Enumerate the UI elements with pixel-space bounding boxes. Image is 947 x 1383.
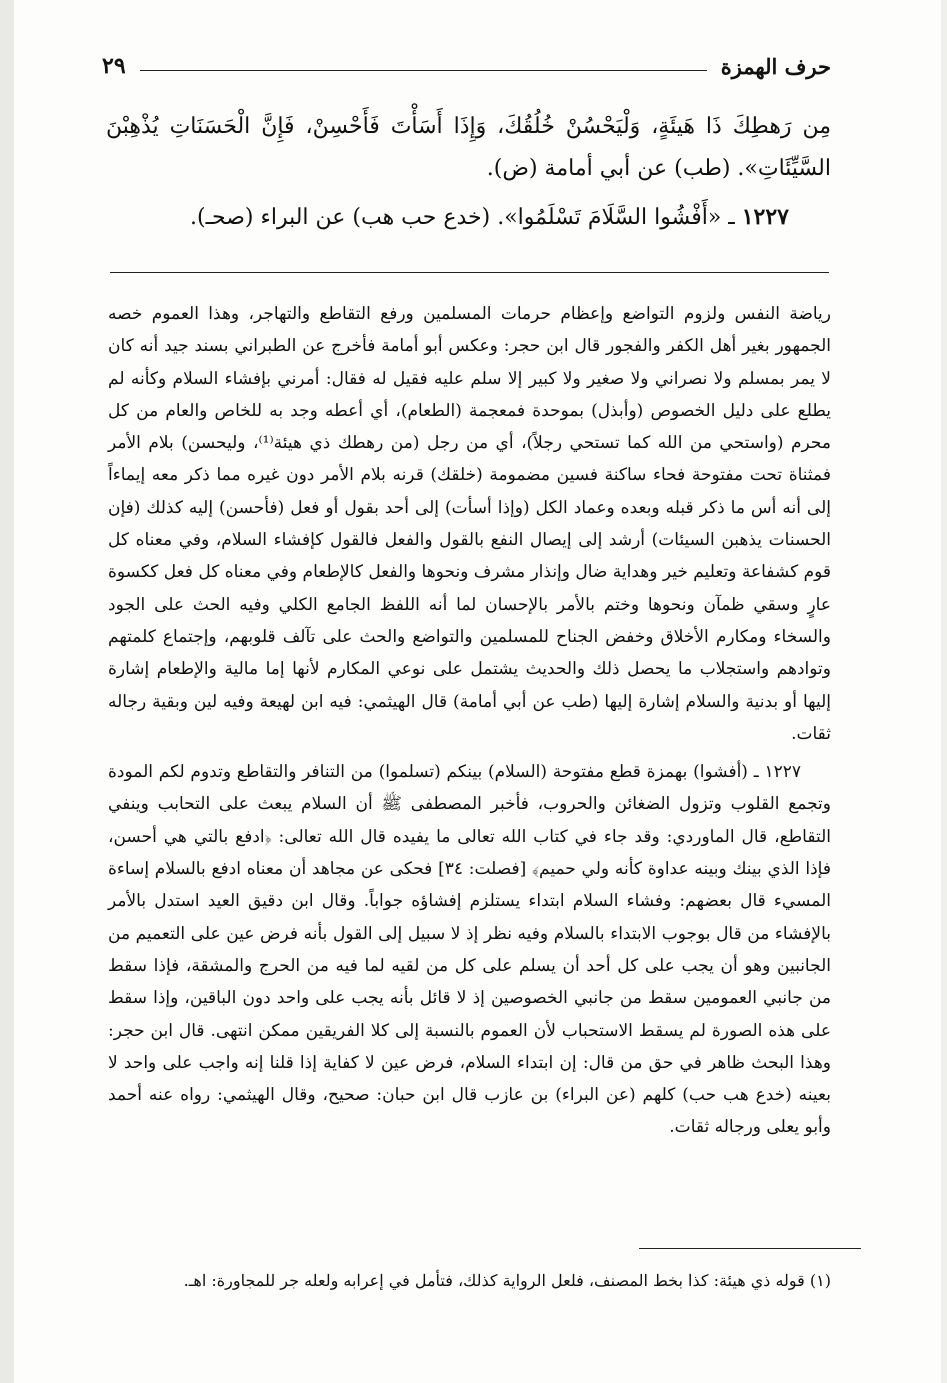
header-rule bbox=[140, 70, 707, 71]
footnote-divider bbox=[639, 1248, 861, 1249]
hadith-text-block bbox=[106, 106, 831, 239]
hadith-number: ١٢٢٧ bbox=[741, 204, 789, 230]
commentary-block bbox=[108, 298, 831, 1144]
page-number: ٢٩ bbox=[102, 53, 126, 79]
footnote: (١) قوله ذي هيئة: كذا بخط المصنف، فلعل الرواية كذلك، فتأمل في إعرابه ولعله جر للمجاورة: اهـ. bbox=[183, 1271, 831, 1290]
hadith-text-1: مِن رَهطِكَ ذَا هَيئَةٍ، وَلْيَحْسُنْ خُلُقُكَ، وَإِذَا أَسَأْتَ فَأَحْسِنْ، فَإِنَّ الْحَسَنَاتِ يُذْهِبْنَ السَّيِّئَاتِ». (طب) عن أبي أمامة (ض). bbox=[106, 114, 831, 181]
chapter-title: حرف الهمزة bbox=[720, 53, 831, 79]
commentary-paragraph-1: رياضة النفس ولزوم التواضع وإعظام حرمات المسلمين ورفع التقاطع والتهاجر، وهذا العموم خصه الجمهور بغير أهل الكفر والفجور قال ابن حجر: وعكس أبو أمامة فأخرج عن الطبراني بسند جيد أنه كان لا يمر بمسلم ولا نصراني ولا صغير ولا كبير إلا سلم عليه فقيل له فقال: أمرني بإفشاء السلام وكأنه لم يطلع على دليل الخصوص (وأبذل) بموحدة فمعجمة (الطعام)، أي أعطه وجد به للخاص والعام من كل محرم (واستحي من الله كما تستحي رجلاً)، أي من رجل (من رهطك ذي هيئة⁽¹⁾، وليحسن) بلام الأمر فمثناة تحت مفتوحة فحاء ساكنة فسين مضمومة (خلقك) قرنه بلام الأمر دون غيره مما ذكر معه إيماءاً إلى أنه أس ما ذكر قبله وبعده وعماد الكل (وإذا أسأت) إلى أحد بقول أو فعل (فأحسن) إليه كذلك (فإن الحسنات يذهبن السيئات) أرشد إلى إيصال النفع بالقول والفعل فالقول كإفشاء السلام، وفي معناه كل قوم كشفاعة وتعليم خير وهداية ضال وإنذار مشرف ونحوها والفعل كالإطعام وفي معناه كل فعل ككسوة عارٍ وسقي ظمآن ونحوها وختم بالأمر بالإحسان لما أنه اللفظ الجامع الكلي وفيه الحث على الجود والسخاء ومكارم الأخلاق وخفض الجناح للمسلمين والتواضع والحث على تآلف قلوبهم، وإجتماع كلمتهم وتوادهم واستجلاب ما يحصل ذلك والحديث يشتمل على نوعي المكارم لأنها إما مالية والإطعام إشارة إليها أو بدنية والسلام إشارة إليها (طب عن أبي أمامة) قال الهيثمي: فيه ابن لهيعة وفيه لين وبقية رجاله ثقات. bbox=[107, 304, 831, 744]
hadith-entry-1227 bbox=[106, 196, 831, 239]
commentary-paragraph-2: ١٢٢٧ ـ (أفشوا) بهمزة قطع مفتوحة (السلام) بينكم (تسلموا) من التنافر والتقاطع وتدوم لكم المودة وتجمع القلوب وتزول الضغائن والحروب، فأخبر المصطفى ﷺ أن السلام يبعث على التحابب وينفي التقاطع، قال الماوردي: وقد جاء في كتاب الله تعالى ما يفيده قال الله تعالى: ﴿ادفع بالتي هي أحسن، فإذا الذي بينك وبينه عداوة كأنه ولي حميم﴾ [فصلت: ٣٤] فحكى عن مجاهد أن معناه ادفع بالسلام إساءة المسيء قال بعضهم: وفشاء السلام ابتداء يستلزم إفشاؤه جواباً. وقال ابن دقيق العيد استدل بالأمر بالإفشاء من قال بوجوب الابتداء بالسلام وفيه نظر إذ لا سبيل إلى القول بأنه فرض عين على التعميم من الجانبين وهو أن يجب على كل أحد أن يسلم على كل من لقيه لما فيه من الحرج والمشقة، فإذا سقط من جانبي العمومين سقط من جانبي الخصوصين إذ لا قائل بأنه يجب على واحد دون الباقين، وإذا سقط على هذه الصورة لم يسقط الاستحباب لأن العموم بالنسبة إلى كلا الفريقين ممكن انتهى. قال ابن حجر: وهذا البحث ظاهر في حق من قال: إن ابتداء السلام، فرض عين لا كفاية إذا قلنا إنه واجب على واحد لا بعينه (خدع هب حب) كلهم (عن البراء) بن عازب قال ابن حبان: صحيح، وقال الهيثمي: رواه عنه أحمد وأبو يعلى ورجاله ثقات. bbox=[108, 762, 831, 1138]
page-header bbox=[102, 46, 831, 86]
section-divider bbox=[110, 272, 829, 273]
hadith-text-2: ـ «أَفْشُوا السَّلَامَ تَسْلَمُوا». (خدع حب هب) عن البراء (صحـ). bbox=[190, 205, 735, 230]
